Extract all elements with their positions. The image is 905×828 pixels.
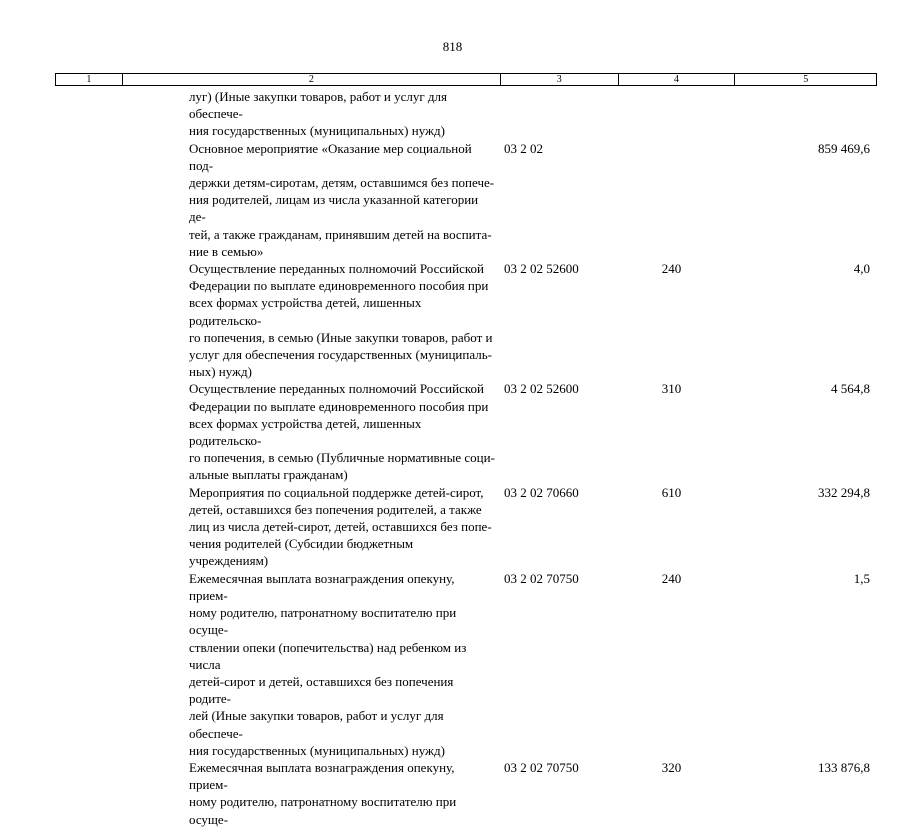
row-code: 03 2 02 [504, 140, 543, 156]
row-type: 310 [661, 381, 682, 397]
table-row [55, 260, 877, 380]
row-code: 03 2 02 52600 [504, 261, 579, 277]
row-type: 320 [661, 759, 682, 775]
row-code: 03 2 02 52600 [504, 381, 579, 397]
row-sum: 133 876,8 [818, 759, 870, 775]
page-number: 818 [442, 39, 463, 54]
table-body [55, 88, 877, 828]
row-sum: 1,5 [853, 570, 870, 586]
row-type [613, 140, 730, 260]
row-description: Ежемесячная выплата вознаграждения опекуну, прием- ному родителю, патронатному воспитателю при осуще- ствлении опеки (попечительства) над ребенком из числа детей-сирот и детей, оставшихся без попечения родите- лей (Иные закупки товаров, работ и услуг для обеспече- ния государственных (муниципальных) нужд) [189, 570, 467, 758]
header-col-5: 5 [803, 74, 809, 85]
row-type [613, 88, 730, 140]
row-sum: 4 564,8 [831, 381, 870, 397]
row-description: Основное мероприятие «Оказание мер социальной под- держки детям-сиротам, детям, оставшимся без попече- ния родителей, лицам из числа указанной категории де- тей, а также гражданам, принявшим детей на воспита- ние в семью» [189, 140, 495, 259]
row-description: Осуществление переданных полномочий Российской Федерации по выплате единовременного пособия при всех формах устройства детей, лишенных родительско- го попечения, в семью (Публичные нормативные соци- альные выплаты гражданам) [189, 381, 495, 483]
row-description: Мероприятия по социальной поддержке детей-сирот, детей, оставшихся без попечения родителей, а также лиц из числа детей-сирот, детей, оставшихся без попе- чения родителей (Субсидии бюджетным учреждениям) [189, 484, 492, 569]
row-code: 03 2 02 70750 [504, 570, 579, 586]
row-description: луг) (Иные закупки товаров, работ и услуг для обеспече- ния государственных (муниципальных) нужд) [189, 89, 448, 139]
table-header [55, 73, 877, 86]
table-row [55, 759, 877, 828]
row-description: Осуществление переданных полномочий Российской Федерации по выплате единовременного пособия при всех формах устройства детей, лишенных родительско- го попечения, в семью (Иные закупки товаров, работ и услуг для обеспечения государственных (муниципаль- ных) нужд) [189, 261, 493, 380]
table-row [55, 380, 877, 483]
row-type: 240 [661, 570, 682, 586]
table-row [55, 570, 877, 759]
header-col-2: 2 [123, 74, 501, 85]
row-description: Ежемесячная выплата вознаграждения опекуну, прием- ному родителю, патронатному воспитателю при осуще- [189, 759, 457, 827]
row-type: 240 [661, 261, 682, 277]
table-row [55, 484, 877, 570]
row-sum: 859 469,6 [818, 140, 870, 156]
header-col-1: 1 [56, 74, 123, 85]
row-sum [730, 88, 871, 140]
row-sum: 332 294,8 [818, 484, 870, 500]
header-col-3: 3 [501, 74, 619, 85]
table-row [55, 88, 877, 140]
row-code [495, 88, 613, 140]
table-row [55, 140, 877, 260]
row-code: 03 2 02 70750 [504, 759, 579, 775]
row-type: 610 [661, 484, 682, 500]
row-code: 03 2 02 70660 [504, 484, 579, 500]
row-sum: 4,0 [853, 261, 870, 277]
header-col-4: 4 [619, 74, 736, 85]
